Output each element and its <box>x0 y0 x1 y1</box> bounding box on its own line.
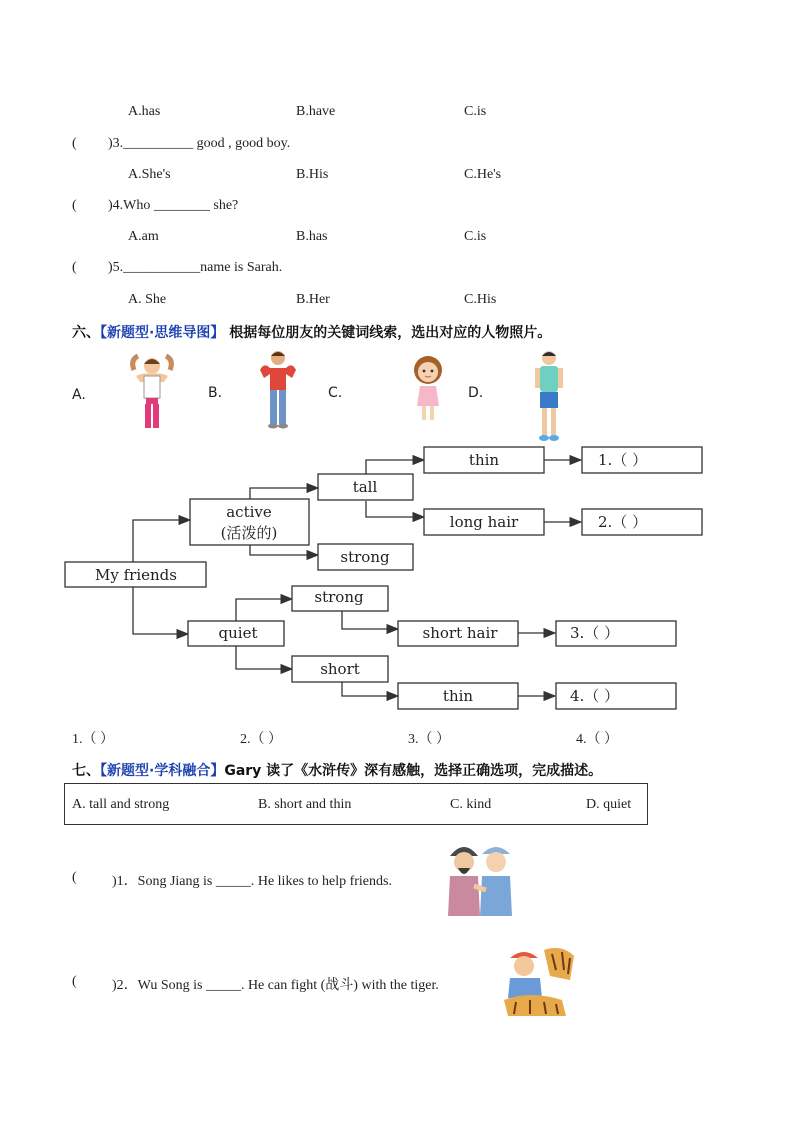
q5-stem: )5.___________name is Sarah. <box>108 260 283 275</box>
section7-heading <box>72 760 602 780</box>
q4-paren: ( <box>72 198 77 213</box>
q3-option-b: B.His <box>296 167 329 182</box>
answer-line-2: 2.（ ） <box>240 732 282 747</box>
node-thin-top: thin <box>468 451 500 469</box>
q2-option-b: B.have <box>296 104 336 119</box>
person-b-illustration <box>256 348 300 430</box>
section7-option-d: D. quiet <box>586 797 632 812</box>
q3-option-a: A.She's <box>128 167 171 182</box>
section6-number: 六、 <box>72 325 100 341</box>
answer-slot-1: 1.（ ） <box>598 451 648 469</box>
node-short: short <box>320 660 360 678</box>
node-tall: tall <box>352 478 378 496</box>
pic-label-c: C. <box>328 385 343 401</box>
node-active: active <box>226 503 272 521</box>
q2-option-c: C.is <box>464 104 487 119</box>
answer-slot-3: 3.（ ） <box>570 624 620 642</box>
s7-q2-stem: )2．Wu Song is _____. He can fight (战斗) with the tiger. <box>112 978 439 993</box>
section7-number: 七、 <box>72 763 100 779</box>
mind-map <box>0 440 794 715</box>
section6-tag: 【新题型·思维导图】 <box>100 325 225 341</box>
person-a-illustration <box>122 352 182 432</box>
answer-line-3: 3.（ ） <box>408 732 450 747</box>
node-my-friends: My friends <box>95 566 177 584</box>
node-strong-top: strong <box>340 548 390 566</box>
q3-paren: ( <box>72 136 77 151</box>
s7-q1-paren: ( <box>72 870 77 885</box>
q2-option-a: A.has <box>128 104 161 119</box>
q5-paren: ( <box>72 260 77 275</box>
wu-song-tiger-illustration <box>500 940 580 1020</box>
q4-stem: )4.Who ________ she? <box>108 198 239 213</box>
q4-option-c: C.is <box>464 229 487 244</box>
answer-line-4: 4.（ ） <box>576 732 618 747</box>
answer-line-1: 1.（ ） <box>72 732 114 747</box>
pic-label-a: A. <box>72 387 86 403</box>
q5-option-a: A. She <box>128 292 167 307</box>
song-jiang-illustration <box>444 836 516 920</box>
answer-slot-4: 4.（ ） <box>570 687 620 705</box>
q4-option-b: B.has <box>296 229 328 244</box>
person-c-illustration <box>408 354 448 424</box>
node-active-cn: (活泼的) <box>220 524 278 542</box>
section7-tag: 【新题型·学科融合】 <box>100 763 225 779</box>
s7-q2-paren: ( <box>72 974 77 989</box>
pic-label-b: B. <box>208 385 223 401</box>
node-short-hair: short hair <box>422 624 498 642</box>
q5-option-b: B.Her <box>296 292 330 307</box>
node-strong-bottom: strong <box>314 588 364 606</box>
node-quiet: quiet <box>218 624 258 642</box>
section7-option-a: A. tall and strong <box>72 797 170 812</box>
pic-label-d: D. <box>468 385 484 401</box>
section6-heading <box>72 322 551 342</box>
q5-option-c: C.His <box>464 292 497 307</box>
section7-option-b: B. short and thin <box>258 797 352 812</box>
q3-option-c: C.He's <box>464 167 502 182</box>
section6-instruction: 根据每位朋友的关键词线索，选出对应的人物照片。 <box>229 325 552 341</box>
section7-option-c: C. kind <box>450 797 492 812</box>
q3-stem: )3.__________ good , good boy. <box>108 136 291 151</box>
q4-option-a: A.am <box>128 229 159 244</box>
s7-q1-stem: )1．Song Jiang is _____. He likes to help friends. <box>112 874 392 889</box>
answer-slot-2: 2.（ ） <box>598 513 648 531</box>
node-thin-bottom: thin <box>442 687 474 705</box>
section7-instruction: Gary 读了《水浒传》深有感触，选择正确选项，完成描述。 <box>224 763 603 779</box>
person-d-illustration <box>532 348 566 444</box>
node-long-hair: long hair <box>449 513 519 531</box>
